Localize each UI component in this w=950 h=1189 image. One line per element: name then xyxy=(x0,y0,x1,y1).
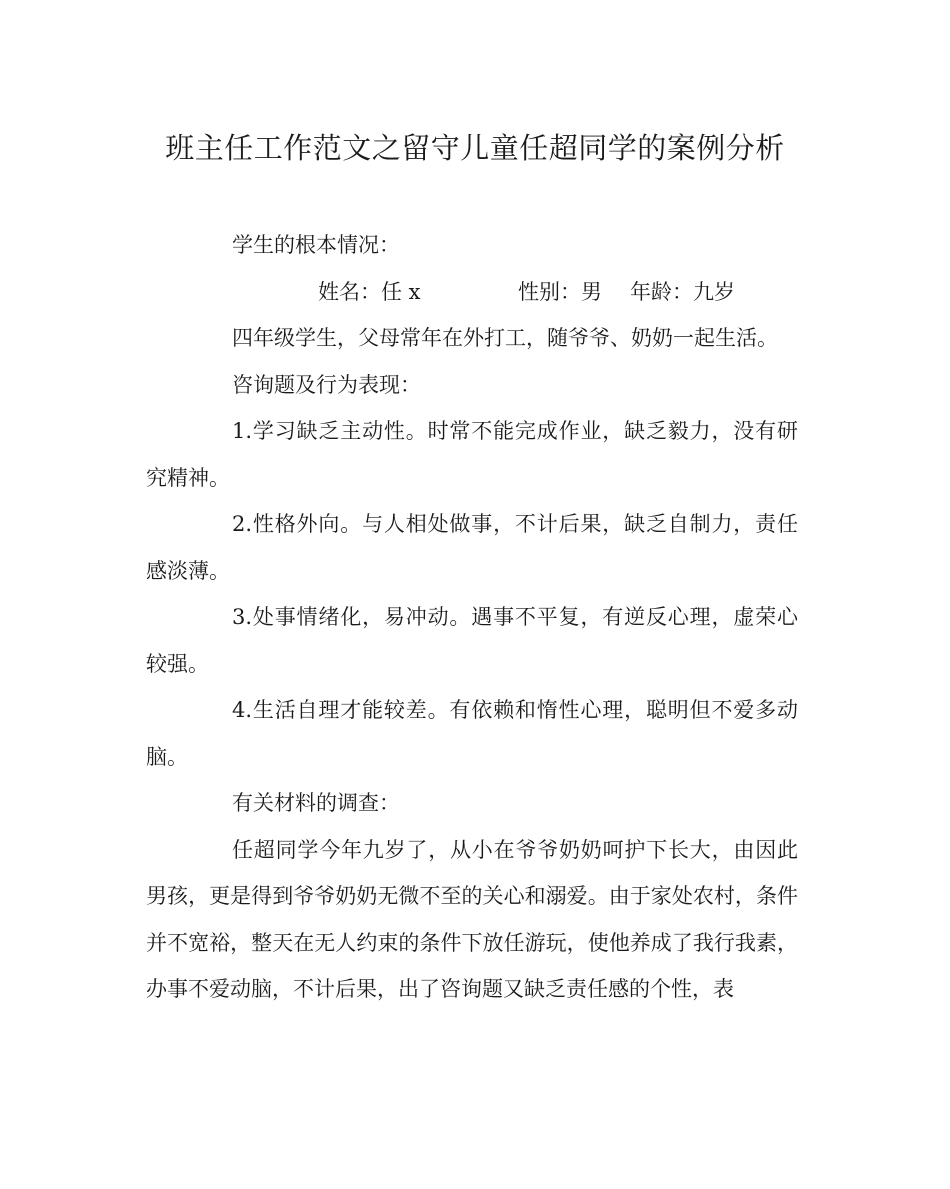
problem-item: 2.性格外向。与人相处做事，不计后果，缺乏自制力，责任感淡薄。 xyxy=(146,512,798,583)
document-body xyxy=(146,222,798,1013)
problem-item: 3.处事情绪化，易冲动。遇事不平复，有逆反心理，虚荣心较强。 xyxy=(146,605,798,676)
problem-item: 1.学习缺乏主动性。时常不能完成作业，缺乏毅力，没有研究精神。 xyxy=(146,419,798,490)
document-title: 班主任工作范文之留守儿童任超同学的案例分析 xyxy=(165,131,785,165)
materials-paragraph: 任超同学今年九岁了，从小在爷爷奶奶呵护下长大，由因此男孩，更是得到爷爷奶奶无微不至的关心和溺爱。由于家处农村，条件并不宽裕，整天在无人约束的条件下放任游玩，使他养成了我行我素，办事不爱动脑，不计后果，出了咨询题又缺乏责任感的个性，表 xyxy=(146,837,798,1001)
student-age: 年龄：九岁 xyxy=(630,279,735,304)
student-background: 四年级学生，父母常年在外打工，随爷爷、奶奶一起生活。 xyxy=(232,326,778,350)
basic-info-heading: 学生的根本情况： xyxy=(232,233,400,257)
materials-heading: 有关材料的调查： xyxy=(232,791,400,815)
student-name: 姓名：任 x xyxy=(318,279,421,304)
problem-item: 4.生活自理才能较差。有依赖和惰性心理，聪明但不爱多动脑。 xyxy=(146,698,798,769)
student-gender: 性别：男 xyxy=(518,279,602,304)
student-info-line xyxy=(146,269,798,316)
problems-heading: 咨询题及行为表现： xyxy=(232,372,421,397)
